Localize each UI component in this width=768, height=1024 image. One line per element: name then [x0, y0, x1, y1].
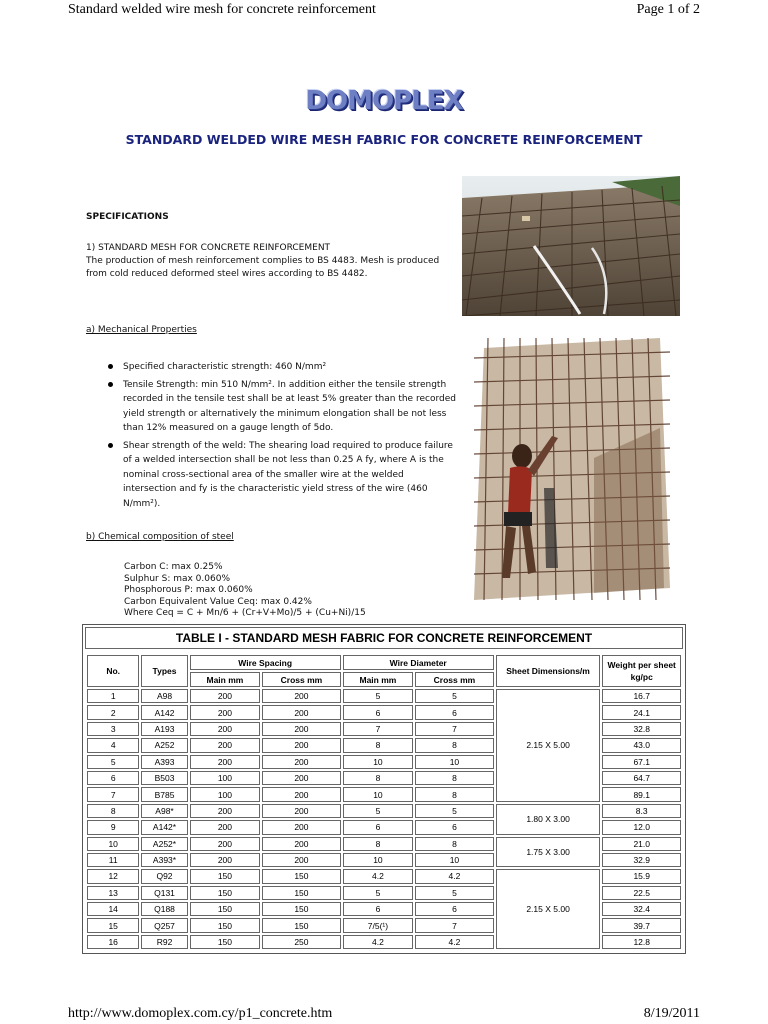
cell-diameter-main: 8	[343, 771, 413, 785]
cell-no: 13	[87, 886, 139, 900]
cell-no: 8	[87, 804, 139, 818]
col-header-diameter-main: Main mm	[343, 672, 413, 687]
worker-rebar-photo	[474, 338, 670, 600]
cell-diameter-main: 6	[343, 705, 413, 719]
specifications-heading: SPECIFICATIONS	[86, 212, 169, 222]
cell-type: A252*	[141, 837, 187, 851]
cell-sheet-dimensions: 2.15 X 5.00	[496, 869, 601, 949]
cell-spacing-cross: 200	[262, 804, 341, 818]
cell-diameter-cross: 4.2	[415, 869, 494, 883]
cell-weight: 15.9	[602, 869, 681, 883]
cell-no: 10	[87, 837, 139, 851]
cell-spacing-cross: 150	[262, 902, 341, 916]
cell-no: 15	[87, 918, 139, 932]
page-title: STANDARD WELDED WIRE MESH FABRIC FOR CONCRETE REINFORCEMENT	[125, 132, 643, 147]
cell-weight: 8.3	[602, 804, 681, 818]
col-header-types: Types	[141, 655, 187, 687]
cell-diameter-main: 5	[343, 886, 413, 900]
cell-sheet-dimensions: 2.15 X 5.00	[496, 689, 601, 802]
cell-no: 14	[87, 902, 139, 916]
cell-spacing-main: 100	[190, 771, 260, 785]
cell-no: 12	[87, 869, 139, 883]
cell-spacing-main: 200	[190, 804, 260, 818]
cell-spacing-main: 200	[190, 689, 260, 703]
cell-diameter-cross: 4.2	[415, 935, 494, 949]
cell-spacing-main: 200	[190, 853, 260, 867]
cell-weight: 12.0	[602, 820, 681, 834]
cell-diameter-main: 8	[343, 738, 413, 752]
cell-type: Q92	[141, 869, 187, 883]
cell-diameter-cross: 8	[415, 837, 494, 851]
table-row	[87, 869, 681, 883]
cell-diameter-cross: 6	[415, 820, 494, 834]
list-item: Shear strength of the weld: The shearing load required to produce failure of a welded intersection shall be not less than 0.25 A fy, where A is the nominal cross-sectional area of the smaller wire at the welded intersection and fy is the characteristic yield stress of the wire (460 N/mm²).	[108, 439, 458, 512]
cell-diameter-main: 7	[343, 722, 413, 736]
cell-spacing-main: 150	[190, 918, 260, 932]
cell-diameter-main: 8	[343, 837, 413, 851]
cell-type: A98*	[141, 804, 187, 818]
cell-weight: 12.8	[602, 935, 681, 949]
cell-weight: 43.0	[602, 738, 681, 752]
col-header-diameter-cross: Cross mm	[415, 672, 494, 687]
table-title: TABLE I - STANDARD MESH FABRIC FOR CONCRETE REINFORCEMENT	[85, 627, 683, 649]
cell-diameter-main: 6	[343, 902, 413, 916]
col-header-spacing-cross: Cross mm	[262, 672, 341, 687]
cell-weight: 32.8	[602, 722, 681, 736]
cell-spacing-cross: 150	[262, 918, 341, 932]
cell-weight: 16.7	[602, 689, 681, 703]
standard-mesh-heading: 1) STANDARD MESH FOR CONCRETE REINFORCEMENT	[86, 243, 331, 253]
cell-no: 11	[87, 853, 139, 867]
cell-weight: 64.7	[602, 771, 681, 785]
cell-spacing-main: 200	[190, 738, 260, 752]
cell-no: 3	[87, 722, 139, 736]
cell-no: 2	[87, 705, 139, 719]
cell-diameter-cross: 6	[415, 902, 494, 916]
cell-spacing-cross: 200	[262, 771, 341, 785]
cell-type: Q188	[141, 902, 187, 916]
col-header-sheet-dimensions: Sheet Dimensions/m	[496, 655, 601, 687]
cell-spacing-main: 200	[190, 755, 260, 769]
cell-spacing-cross: 250	[262, 935, 341, 949]
cell-diameter-main: 10	[343, 853, 413, 867]
print-footer-url: http://www.domoplex.com.cy/p1_concrete.htm	[68, 1006, 333, 1021]
cell-type: A393	[141, 755, 187, 769]
list-item: Tensile Strength: min 510 N/mm². In addition either the tensile strength recorded in the tensile test shall be at least 5% greater than the recorded yield strength or alternatively the minimum elongation shall be not less than 12% measured on a gauge length of 5do.	[108, 378, 458, 436]
cell-no: 16	[87, 935, 139, 949]
col-header-spacing-main: Main mm	[190, 672, 260, 687]
cell-spacing-main: 200	[190, 705, 260, 719]
cell-spacing-cross: 200	[262, 853, 341, 867]
print-footer-date: 8/19/2011	[643, 1006, 700, 1021]
mesh-table	[85, 653, 683, 951]
cell-diameter-main: 5	[343, 804, 413, 818]
cell-spacing-cross: 200	[262, 787, 341, 801]
cell-diameter-cross: 8	[415, 787, 494, 801]
cell-type: A142	[141, 705, 187, 719]
col-header-weight: Weight per sheet kg/pc	[602, 655, 681, 687]
table-body	[87, 689, 681, 949]
cell-weight: 89.1	[602, 787, 681, 801]
cell-weight: 24.1	[602, 705, 681, 719]
cell-no: 9	[87, 820, 139, 834]
cell-weight: 39.7	[602, 918, 681, 932]
standard-mesh-text: The production of mesh reinforcement complies to BS 4483. Mesh is produced from cold reduced deformed steel wires according to BS 4482.	[86, 256, 440, 279]
cell-diameter-cross: 10	[415, 755, 494, 769]
cell-type: A393*	[141, 853, 187, 867]
cell-diameter-main: 4.2	[343, 935, 413, 949]
cell-diameter-cross: 8	[415, 738, 494, 752]
cell-weight: 67.1	[602, 755, 681, 769]
cell-diameter-cross: 5	[415, 689, 494, 703]
cell-diameter-main: 4.2	[343, 869, 413, 883]
cell-diameter-cross: 7	[415, 918, 494, 932]
chemical-composition-link[interactable]: b) Chemical composition of steel	[86, 532, 234, 542]
cell-diameter-cross: 5	[415, 804, 494, 818]
list-item: Where Ceq = C + Mn/6 + (Cr+V+Mo)/5 + (Cu+Ni)/15	[124, 608, 366, 619]
cell-diameter-cross: 5	[415, 886, 494, 900]
print-header-page: Page 1 of 2	[636, 2, 700, 17]
domoplex-logo	[298, 86, 470, 116]
cell-diameter-main: 5	[343, 689, 413, 703]
cell-spacing-cross: 200	[262, 820, 341, 834]
col-header-wire-diameter: Wire Diameter	[343, 655, 494, 670]
list-item: Carbon C: max 0.25%	[124, 562, 223, 572]
cell-weight: 32.9	[602, 853, 681, 867]
cell-sheet-dimensions: 1.75 X 3.00	[496, 837, 601, 868]
mesh-site-photo	[462, 176, 680, 316]
cell-sheet-dimensions: 1.80 X 3.00	[496, 804, 601, 835]
cell-type: A252	[141, 738, 187, 752]
list-item: Phosphorous P: max 0.060%	[124, 585, 253, 596]
cell-spacing-cross: 200	[262, 738, 341, 752]
cell-diameter-main: 10	[343, 787, 413, 801]
cell-diameter-main: 10	[343, 755, 413, 769]
cell-no: 4	[87, 738, 139, 752]
cell-spacing-cross: 200	[262, 689, 341, 703]
cell-spacing-main: 150	[190, 902, 260, 916]
cell-type: Q257	[141, 918, 187, 932]
cell-spacing-cross: 200	[262, 722, 341, 736]
cell-diameter-cross: 10	[415, 853, 494, 867]
cell-diameter-cross: 6	[415, 705, 494, 719]
print-header	[68, 2, 700, 20]
cell-type: A98	[141, 689, 187, 703]
mesh-fabric-table	[82, 624, 686, 954]
cell-spacing-main: 200	[190, 722, 260, 736]
cell-spacing-main: 100	[190, 787, 260, 801]
table-row	[87, 689, 681, 703]
cell-type: Q131	[141, 886, 187, 900]
cell-weight: 22.5	[602, 886, 681, 900]
cell-spacing-main: 200	[190, 820, 260, 834]
cell-diameter-main: 7/5(¹)	[343, 918, 413, 932]
cell-no: 6	[87, 771, 139, 785]
col-header-wire-spacing: Wire Spacing	[190, 655, 341, 670]
print-footer	[68, 1006, 700, 1024]
logo-text: DOMOPLEX	[305, 86, 463, 116]
cell-type: R92	[141, 935, 187, 949]
cell-spacing-main: 200	[190, 837, 260, 851]
cell-spacing-cross: 200	[262, 705, 341, 719]
cell-spacing-main: 150	[190, 886, 260, 900]
chemical-composition-list	[124, 562, 366, 620]
table-row	[87, 804, 681, 818]
cell-spacing-cross: 150	[262, 869, 341, 883]
cell-type: B503	[141, 771, 187, 785]
cell-spacing-main: 150	[190, 935, 260, 949]
cell-spacing-cross: 200	[262, 755, 341, 769]
cell-type: B785	[141, 787, 187, 801]
cell-diameter-main: 6	[343, 820, 413, 834]
cell-diameter-cross: 7	[415, 722, 494, 736]
list-item: Sulphur S: max 0.060%	[124, 573, 230, 584]
col-header-no: No.	[87, 655, 139, 687]
table-row	[87, 837, 681, 851]
cell-type: A193	[141, 722, 187, 736]
cell-spacing-main: 150	[190, 869, 260, 883]
cell-weight: 32.4	[602, 902, 681, 916]
list-item: Carbon Equivalent Value Ceq: max 0.42%	[124, 596, 312, 607]
cell-no: 5	[87, 755, 139, 769]
list-item: Specified characteristic strength: 460 N/mm²	[108, 360, 458, 375]
cell-no: 1	[87, 689, 139, 703]
cell-type: A142*	[141, 820, 187, 834]
print-header-title: Standard welded wire mesh for concrete reinforcement	[68, 2, 376, 17]
cell-weight: 21.0	[602, 837, 681, 851]
cell-spacing-cross: 200	[262, 837, 341, 851]
cell-no: 7	[87, 787, 139, 801]
cell-diameter-cross: 8	[415, 771, 494, 785]
mechanical-properties-link[interactable]: a) Mechanical Properties	[86, 325, 197, 335]
mechanical-properties-list	[108, 360, 458, 514]
cell-spacing-cross: 150	[262, 886, 341, 900]
